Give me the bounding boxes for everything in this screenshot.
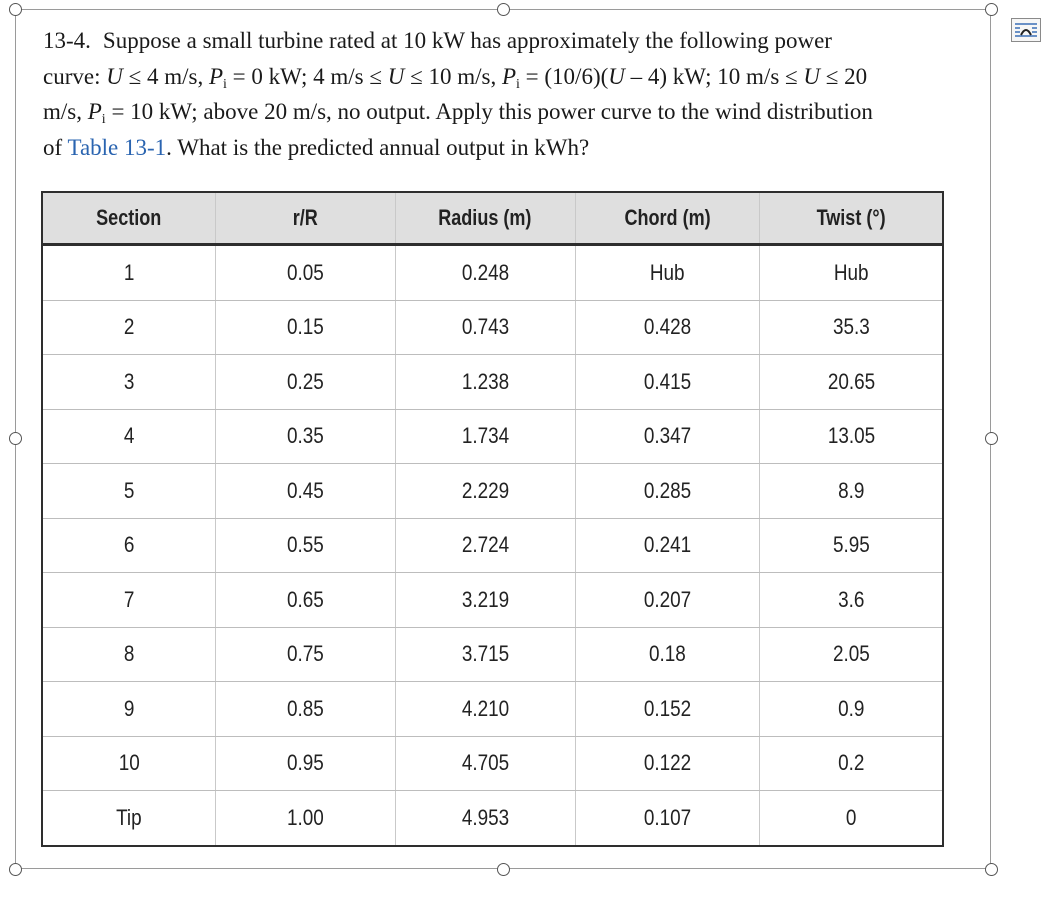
cell-r-over-r: 0.55 [216,518,396,573]
header-radius: Radius (m) [395,192,575,245]
cell-radius: 0.248 [395,245,575,301]
resize-handle-top-center[interactable] [497,3,510,16]
header-section: Section [42,192,216,245]
cell-twist: 0 [845,804,857,830]
cell-r-over-r: 0.65 [216,573,396,628]
cell-radius: 4.210 [395,682,575,737]
cell-chord: 0.285 [575,464,760,519]
header-r-over-r: r/R [216,192,396,245]
problem-line-2: curve: U ≤ 4 m/s, $P_i = 0$ kW; 4 m/s ≤ U ≤ 10 m/s, $P_i = (10/6)(U - 4)$ kW; 10 m/s ≤ U ≤ 20 [43,63,868,92]
cell-chord: 0.347 [575,409,760,464]
cell-chord: 0.18 [575,627,760,682]
cell-section: Tip [42,791,216,846]
layout-options-icon [1012,19,1040,41]
cell-chord: Hub [575,245,760,301]
cell-chord: 0.152 [575,682,760,737]
header-chord: Chord (m) [575,192,760,245]
cell-section: 10 [42,736,216,791]
resize-handle-top-left[interactable] [9,3,22,16]
layout-options-button[interactable] [1011,18,1041,42]
cell-r-over-r: 0.45 [216,464,396,519]
cell-r-over-r: 0.25 [216,355,396,410]
table-row [42,245,943,301]
table-reference-link[interactable]: Table 13-1 [67,134,167,160]
resize-handle-bottom-right[interactable] [985,863,998,876]
table-row [42,736,943,791]
cell-chord: 0.241 [575,518,760,573]
cell-r-over-r: 0.35 [216,409,396,464]
cell-section: 5 [42,464,216,519]
table-row [42,573,943,628]
cell-r-over-r: 0.75 [216,627,396,682]
cell-section: 6 [42,518,216,573]
cell-section: 8 [42,627,216,682]
cell-r-over-r: 0.85 [216,682,396,737]
resize-handle-bottom-center[interactable] [497,863,510,876]
cell-radius: 2.229 [395,464,575,519]
resize-handle-middle-right[interactable] [985,432,998,445]
cell-section: 2 [42,300,216,355]
problem-line-4: of Table 13-1. What is the predicted annual output in kWh? [43,134,590,160]
cell-twist: 13.05 [760,409,943,464]
cell-twist: Hub [760,245,943,301]
problem-line-1: 13-4. Suppose a small turbine rated at 10 kW has approximately the following power [43,28,832,53]
table-row [42,464,943,519]
table-row [42,355,943,410]
cell-chord: 0.207 [575,573,760,628]
cell-twist: 5.95 [760,518,943,573]
cell-r-over-r: 0.95 [216,736,396,791]
cell-section: 4 [42,409,216,464]
cell-chord: 0.415 [575,355,760,410]
cell-radius: 1.734 [395,409,575,464]
resize-handle-top-right[interactable] [985,3,998,16]
cell-radius: 3.219 [395,573,575,628]
problem-text [43,23,963,165]
cell-radius: 4.953 [395,791,575,846]
table-header-row [42,192,943,245]
cell-twist: 20.65 [760,355,943,410]
cell-radius: 4.705 [395,736,575,791]
cell-section: 1 [42,245,216,301]
cell-twist: 0.9 [760,682,943,737]
table-row [42,627,943,682]
cell-radius: 2.724 [395,518,575,573]
cell-section: 7 [42,573,216,628]
cell-chord: 0.428 [575,300,760,355]
resize-handle-middle-left[interactable] [9,432,22,445]
cell-twist: 2.05 [760,627,943,682]
cell-radius: 0.743 [395,300,575,355]
cell-radius: 1.238 [395,355,575,410]
problem-line-3: m/s, $P_i = 10$ kW; above 20 m/s, no output. Apply this power curve to the wind distribution [43,99,873,127]
cell-section: 9 [42,682,216,737]
table-row [42,518,943,573]
header-twist: Twist (°) [760,192,943,245]
table-row [42,791,943,846]
cell-chord: 0.122 [575,736,760,791]
cell-twist: 8.9 [760,464,943,519]
table-row [42,300,943,355]
cell-radius: 3.715 [395,627,575,682]
table-row [42,682,943,737]
cell-twist: 3.6 [760,573,943,628]
cell-twist: 35.3 [760,300,943,355]
resize-handle-bottom-left[interactable] [9,863,22,876]
cell-chord: 0.107 [575,791,760,846]
table-row [42,409,943,464]
cell-r-over-r: 1.00 [216,791,396,846]
problem-number: 13-4. [43,28,91,53]
cell-r-over-r: 0.05 [216,245,396,301]
blade-sections-table [41,191,944,847]
cell-r-over-r: 0.15 [216,300,396,355]
cell-twist: 0.2 [760,736,943,791]
cell-section: 3 [42,355,216,410]
